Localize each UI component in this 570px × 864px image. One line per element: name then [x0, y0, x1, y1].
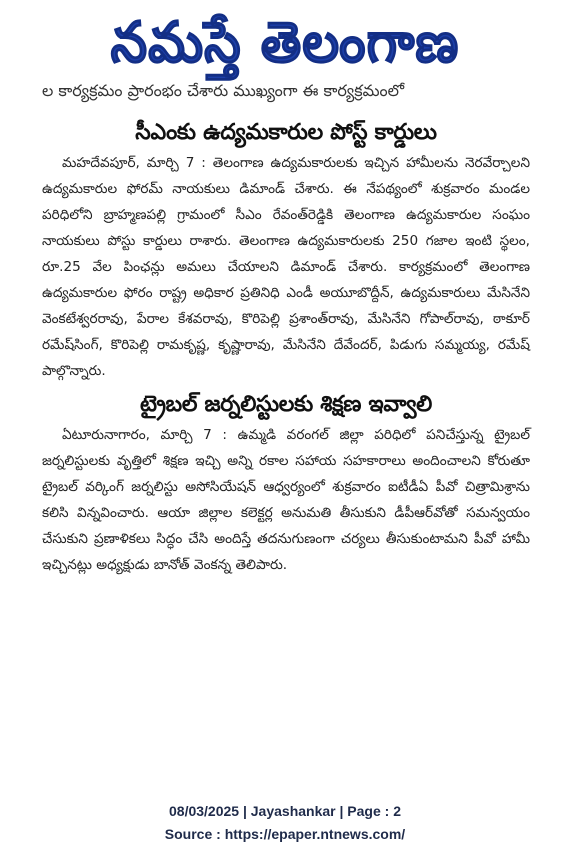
article-2-body: ఏటూరునాగారం, మార్చి 7 : ఉమ్మడి వరంగల్ జిల్లా పరిధిలో పనిచేస్తున్న ట్రైబల్ జర్నలిస్టులకు వృత్తిలో శిక్షణ ఇచ్చి అన్ని రకాల సహాయ సహకారాలు అందించాలని కోరుతూ ట్రైబల్ వర్కింగ్ జర్నలిస్టు అసోసియేషన్ ఆధ్వర్యంలో శుక్రవారం ఐటీడీఏ పీవో చిత్రామిశ్రాను కలిసి విన్నవించారు. ఆయా జిల్లాల కలెక్టర్ల అనుమతి తీసుకుని డీపీఆర్‌వోతో సమన్వయం చేసుకుని ప్రణాళికలు సిద్ధం చేసి అందిస్తే తదనుగుణంగా చర్యలు తీసుకుంటామని పీవో హామీ ఇచ్చినట్లు అధ్యక్షుడు బానోత్ వెంకన్న తెలిపారు.	[42, 427, 530, 573]
article-2-headline: ట్రైబల్ జర్నలిస్టులకు శిక్షణ ఇవ్వాలి	[139, 392, 432, 417]
footer-date-edition-page: 08/03/2025 | Jayashankar | Page : 2	[169, 803, 401, 819]
masthead	[0, 0, 570, 86]
article-1-headline: సీఎంకు ఉద్యమకారుల పోస్ట్ కార్డులు	[135, 120, 437, 145]
news-clipping	[42, 81, 531, 732]
article-1-body: మహదేవపూర్, మార్చి 7 : తెలంగాణ ఉద్యమకారులకు ఇచ్చిన హామీలను నెరవేర్చాలని ఉద్యమకారుల ఫోరమ్ నాయకులు డిమాండ్ చేశారు. ఈ నేపథ్యంలో శుక్రవారం మండల పరిధిలోని బ్రాహ్మణపల్లి గ్రామంలో సీఎం రేవంత్‌రెడ్డికి తెలంగాణ ఉద్యమకారుల సంఘం నాయకులు పోస్టు కార్డులు రాశారు. తెలంగాణ ఉద్యమకారులకు 250 గజాల ఇంటి స్థలం, రూ.25 వేల పింఛన్లు అమలు చేయాలని డిమాండ్ చేశారు. కార్యక్రమంలో తెలంగాణ ఉద్యమకారుల ఫోరం రాష్ట్ర అధికార ప్రతినిధి ఎండీ అయూబొద్దీన్, ఉద్యమకారులు మేసినేని వెంకటేశ్వరరావు, పేరాల కేశవరావు, కొరిపెల్లి ప్రశాంత్‌రావు, మేసినేని గోపాల్‌రావు, ఠాకూర్ రమేష్‌సింగ్, కొరిపెల్లి రామకృష్ణ, కృష్ణారావు, మేసినేని దేవేందర్, పిడుగు సమ్మయ్య, రమేష్ పాల్గొన్నారు.	[42, 155, 531, 379]
masthead-title: నమస్తే తెలంగాణ	[110, 10, 460, 76]
cut-off-text-line	[42, 81, 530, 114]
footer-source: Source : https://epaper.ntnews.com/	[164, 826, 406, 842]
cut-off-text: ల కార్యక్రమం ప్రారంభం చేశారు ముఖ్యంగా ఈ కార్యక్రమంలో	[42, 81, 405, 100]
